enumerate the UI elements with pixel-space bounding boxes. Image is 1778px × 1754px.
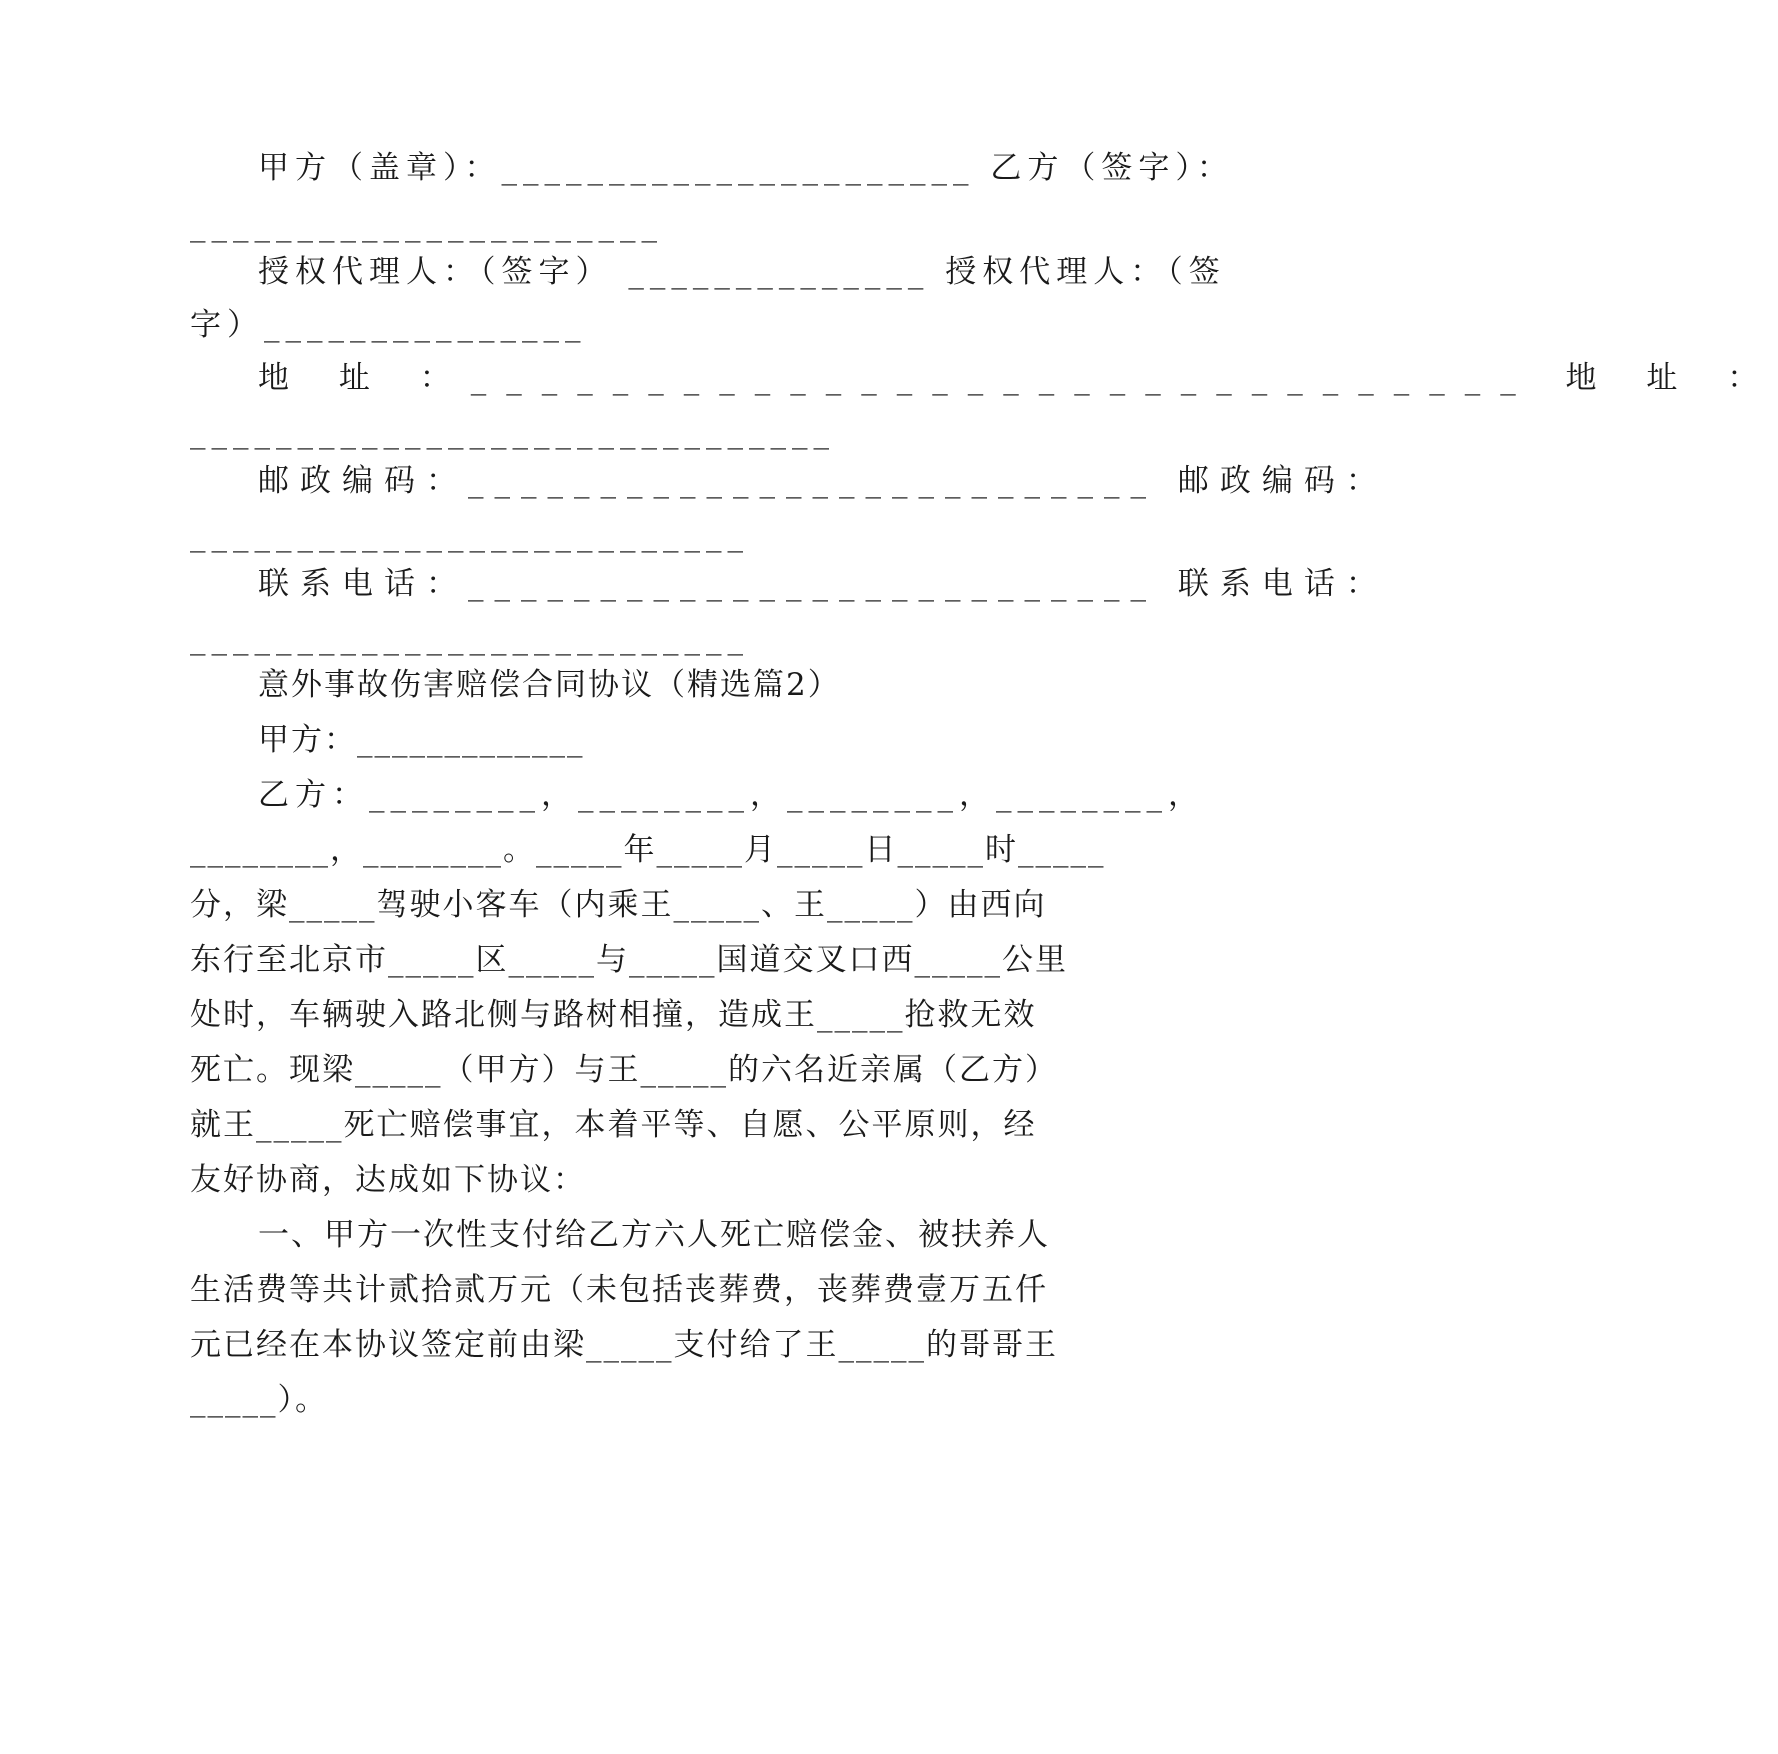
- clause-line: 生活费等共计贰拾贰万元（未包括丧葬费，丧葬费壹万五仟: [190, 1272, 1048, 1308]
- signature-address-line: 地 址 ：______________________________ 地 址 ：: [258, 360, 1778, 396]
- signature-agent-line-cont: 字）_______________: [190, 307, 587, 343]
- signature-postcode-line-cont: __________________________: [190, 517, 749, 553]
- signature-phone-line: 联系电话：__________________________ 联系电话：: [258, 566, 1388, 602]
- party-a-line: 甲方：_____________: [258, 722, 585, 758]
- signature-party-line-cont: ______________________: [190, 207, 663, 243]
- body-line: 分，梁_____驾驶小客车（内乘王_____、王_____）由西向: [190, 887, 1047, 923]
- clause-line: 一、甲方一次性支付给乙方六人死亡赔偿金、被扶养人: [258, 1217, 1050, 1253]
- section-title: 意外事故伤害赔偿合同协议（精选篇2）: [258, 667, 841, 703]
- body-line: ________，________。_____年_____月_____日_____时_____: [190, 832, 1106, 868]
- signature-party-line: 甲方（盖章）：______________________ 乙方（签字）：: [258, 150, 1234, 186]
- clause-line: 元已经在本协议签定前由梁_____支付给了王_____的哥哥王: [190, 1327, 1058, 1363]
- body-line: 处时，车辆驶入路北侧与路树相撞，造成王_____抢救无效: [190, 997, 1037, 1033]
- body-line: 就王_____死亡赔偿事宜，本着平等、自愿、公平原则，经: [190, 1107, 1037, 1143]
- signature-postcode-line: 邮政编码：__________________________ 邮政编码：: [258, 463, 1388, 499]
- signature-phone-line-cont: __________________________: [190, 620, 749, 656]
- clause-line: _____）。: [190, 1382, 328, 1418]
- party-b-line: 乙方：________，________，________，________，: [258, 777, 1205, 813]
- body-line: 东行至北京市_____区_____与_____国道交叉口西_____公里: [190, 942, 1068, 978]
- signature-agent-line: 授权代理人：（签字） ______________ 授权代理人：（签: [258, 254, 1226, 290]
- signature-address-line-cont: ______________________________: [190, 414, 835, 450]
- body-line: 友好协商，达成如下协议：: [190, 1162, 586, 1198]
- body-line: 死亡。现梁_____（甲方）与王_____的六名近亲属（乙方）: [190, 1052, 1058, 1088]
